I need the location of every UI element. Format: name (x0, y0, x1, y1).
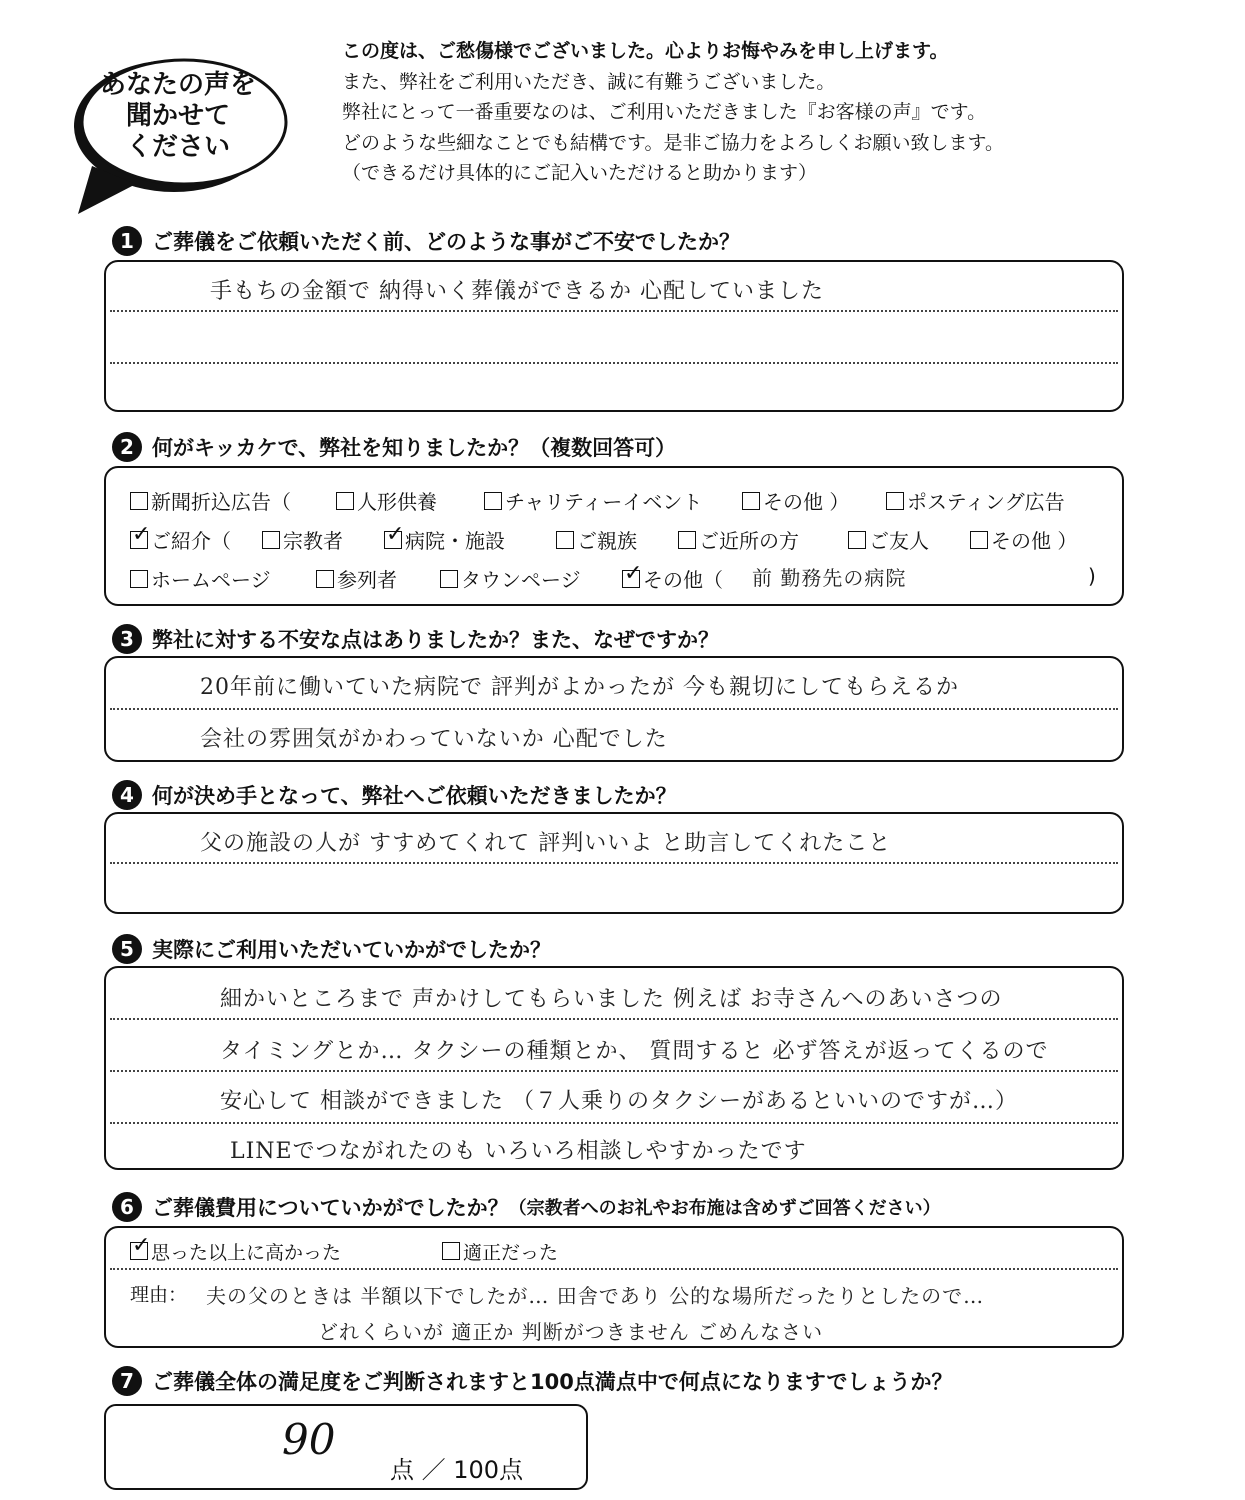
option[interactable]: その他 ） (970, 525, 1077, 554)
option[interactable]: ✓ご紹介（ (130, 525, 231, 554)
checkbox[interactable] (336, 492, 354, 510)
checkbox[interactable] (556, 531, 574, 549)
divider (110, 1268, 1118, 1270)
checkbox[interactable] (848, 531, 866, 549)
answer-text: 安心して 相談ができました （７人乗りのタクシーがあるといいのですが…） (220, 1089, 1018, 1114)
score-unit: 点 ／ 100点 (390, 1456, 524, 1484)
option[interactable]: 宗教者 (262, 525, 343, 554)
option[interactable]: ホームページ (130, 564, 271, 593)
other-answer-text: 前 勤務先の病院 (752, 566, 907, 590)
answer-text: LINEでつながれたのも いろいろ相談しやすかったです (230, 1139, 807, 1164)
option[interactable]: ✓思った以上に高かった (130, 1238, 341, 1265)
question-7 (112, 1366, 952, 1396)
question-text: 弊社に対する不安な点はありましたか？また、なぜですか？ (152, 628, 719, 652)
divider (110, 310, 1118, 312)
option[interactable]: ご友人 (848, 525, 929, 554)
bubble-heading: あなたの声を 聞かせて ください (99, 70, 256, 162)
question-6 (112, 1192, 941, 1222)
reason-text: 夫の父のときは 半額以下でしたが… 田舎であり 公的な場所だったりとしたので… (206, 1284, 985, 1308)
option[interactable]: 新聞折込広告（ (130, 486, 291, 515)
close-paren: ) (1088, 564, 1096, 588)
answer-text: タイミングとか… タクシーの種類とか、 質問すると 必ず答えが返ってくるので (220, 1039, 1049, 1064)
divider (110, 1070, 1118, 1072)
question-note: （宗教者へのお礼やお布施は含めずご回答ください） (508, 1198, 941, 1219)
checkbox[interactable] (130, 492, 148, 510)
checkbox[interactable] (130, 570, 148, 588)
question-2 (112, 432, 676, 462)
checkbox[interactable] (484, 492, 502, 510)
answer-text: 細かいところまで 声かけしてもらいました 例えば お寺さんへのあいさつの (220, 987, 1003, 1012)
question-number: 1 (112, 226, 142, 256)
checkbox[interactable] (440, 570, 458, 588)
question-number: 7 (112, 1366, 142, 1396)
divider (110, 1018, 1118, 1020)
checkbox[interactable] (678, 531, 696, 549)
option[interactable]: ✓ その他（ (622, 564, 723, 593)
answer-text: 20年前に働いていた病院で 評判がよかったが 今も親切にしてもらえるか (200, 675, 959, 700)
question-text: 何が決め手となって、弊社へご依頼いただきましたか？ (152, 784, 677, 808)
answer-text: 会社の雰囲気がかわっていないか 心配でした (200, 727, 668, 752)
question-number: 4 (112, 780, 142, 810)
option[interactable]: チャリティーイベント (484, 486, 702, 515)
intro-text: この度は、ご愁傷様でございました。心よりお悔やみを申し上げます。 また、弊社をご利用いただき、誠に有難うございました。 弊社にとって一番重要なのは、ご利用いただきました『お客様の声』です。 どのような些細なことでも結構です。是非ご協力をよろしくお願い致します。 （できるだけ具体的にご記入いただけると助かります） (342, 40, 1004, 184)
question-number: 5 (112, 934, 142, 964)
score-value: 90 (282, 1415, 336, 1464)
option[interactable]: 人形供養 (336, 486, 437, 515)
question-text: ご葬儀費用についていかがでしたか？ (152, 1196, 509, 1220)
reason-text: どれくらいが 適正か 判断がつきません ごめんなさい (318, 1320, 824, 1344)
question-number: 2 (112, 432, 142, 462)
divider (110, 362, 1118, 364)
answer-text: 父の施設の人が すすめてくれて 評判いいよ と助言してくれたこと (200, 831, 892, 856)
option[interactable]: ✓ 病院・施設 (384, 525, 505, 554)
question-4 (112, 780, 677, 810)
question-text: 実際にご利用いただいていかがでしたか？ (152, 938, 551, 962)
question-text: 何がキッカケで、弊社を知りましたか？（複数回答可） (152, 436, 677, 460)
checkbox-checked[interactable] (130, 1242, 148, 1260)
reason-label: 理由： (130, 1284, 188, 1306)
checkbox-checked[interactable] (384, 531, 402, 549)
option[interactable]: ポスティング広告 (886, 486, 1065, 515)
checkbox-checked[interactable] (622, 570, 640, 588)
question-number: 6 (112, 1192, 142, 1222)
option[interactable]: ご親族 (556, 525, 637, 554)
checkbox[interactable] (970, 531, 988, 549)
divider (110, 1122, 1118, 1124)
question-number: 3 (112, 624, 142, 654)
checkbox[interactable] (886, 492, 904, 510)
answer-text: 手もちの金額で 納得いく葬儀ができるか 心配していました (210, 279, 824, 304)
checkbox-checked[interactable] (130, 531, 148, 549)
option[interactable]: その他 ） (742, 486, 849, 515)
question-text: ご葬儀をご依頼いただく前、どのような事がご不安でしたか？ (152, 230, 740, 254)
option[interactable]: 適正だった (442, 1238, 558, 1265)
divider (110, 862, 1118, 864)
option[interactable]: ご近所の方 (678, 525, 799, 554)
question-3 (112, 624, 719, 654)
question-5 (112, 934, 551, 964)
question-1 (112, 226, 740, 256)
option[interactable]: タウンページ (440, 564, 581, 593)
divider (110, 708, 1118, 710)
checkbox[interactable] (262, 531, 280, 549)
checkbox[interactable] (442, 1242, 460, 1260)
option[interactable]: 参列者 (316, 564, 397, 593)
checkbox[interactable] (316, 570, 334, 588)
question-text: ご葬儀全体の満足度をご判断されますと100点満点中で何点になりますでしょうか？ (152, 1370, 953, 1394)
checkbox[interactable] (742, 492, 760, 510)
